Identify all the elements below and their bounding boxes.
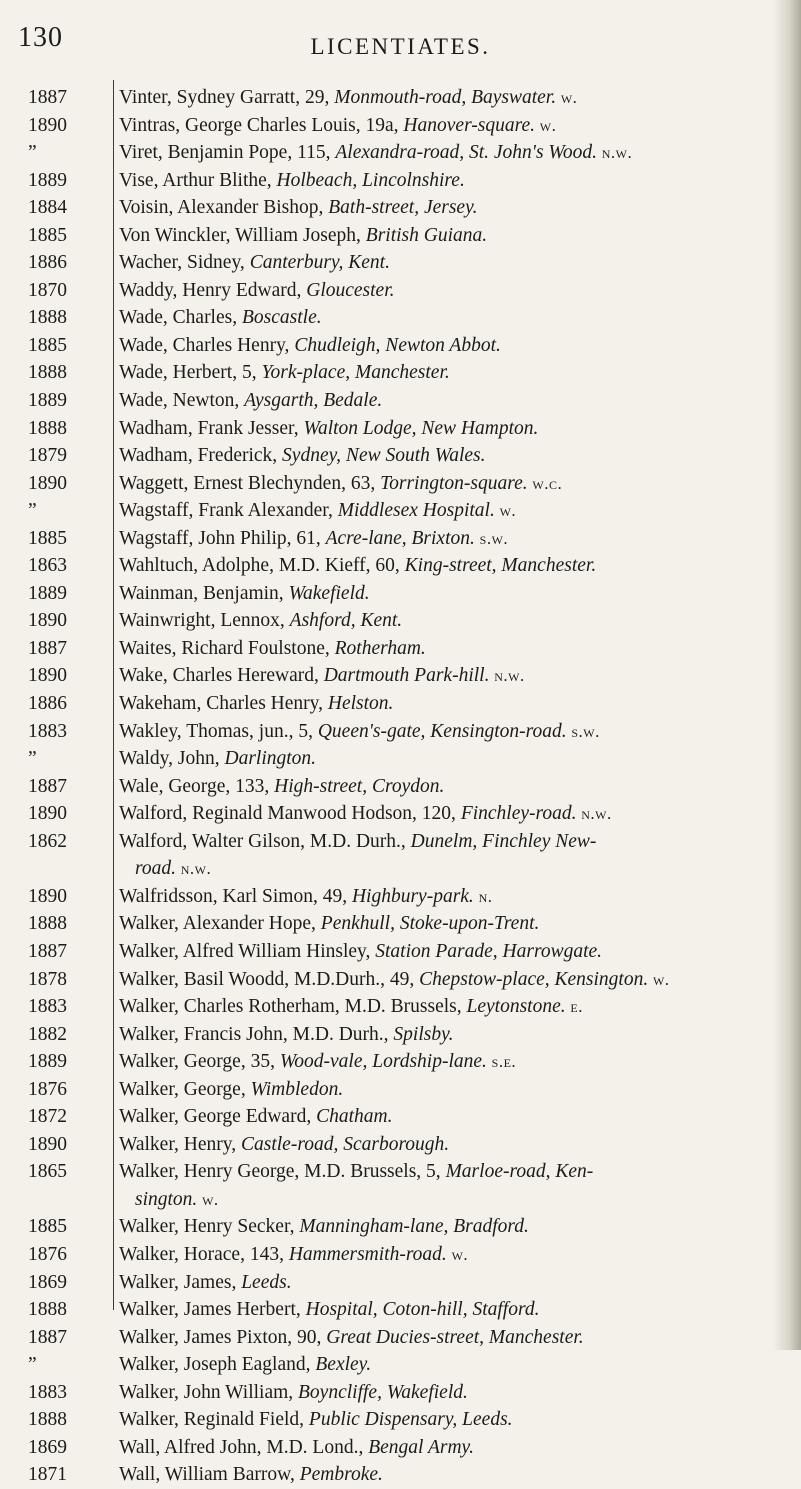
entry-year: 1872 <box>28 1106 67 1128</box>
entry-row <box>0 222 801 250</box>
entry-address: Castle-road, Scarborough. <box>241 1133 450 1155</box>
entry-row <box>0 993 801 1021</box>
entry-year: 1883 <box>28 1381 67 1403</box>
entry-name: Vintras, George Charles Louis, 19a, <box>119 114 404 136</box>
entry-name: Vise, Arthur Blithe, <box>119 169 277 191</box>
entry-text <box>119 1324 774 1352</box>
entry-name: Walker, James Pixton, 90, <box>119 1326 327 1348</box>
entry-text <box>119 1461 774 1489</box>
entry-year: 1886 <box>28 693 67 715</box>
entry-district: w. <box>197 1189 219 1209</box>
entry-text <box>119 773 774 801</box>
entry-district: s.w. <box>566 721 600 741</box>
entry-address: Wimbledon. <box>250 1078 344 1100</box>
entry-address: Manningham-lane, Bradford. <box>299 1216 529 1238</box>
entry-year: 1888 <box>28 362 67 384</box>
entry-address: Great Ducies-street, Manchester. <box>326 1326 584 1348</box>
entry-name: Walker, Henry Secker, <box>119 1216 300 1238</box>
entry-text <box>119 415 774 443</box>
entry-address: Torrington-square. <box>380 472 528 494</box>
entry-row <box>0 1021 801 1049</box>
entry-year: 1888 <box>28 417 67 439</box>
entry-address: High-street, Croydon. <box>274 775 445 797</box>
entry-row <box>0 1406 801 1434</box>
entry-row <box>0 773 801 801</box>
entry-text <box>119 552 774 580</box>
entry-row <box>0 966 801 994</box>
entry-year: 1886 <box>28 252 67 274</box>
page-header <box>0 0 801 60</box>
entry-text <box>119 470 774 498</box>
entry-name: Wagstaff, Frank Alexander, <box>119 500 338 522</box>
entry-row <box>0 359 801 387</box>
entry-name: Walker, Reginald Field, <box>119 1409 309 1431</box>
entry-name: Wadham, Frederick, <box>119 445 283 467</box>
entry-text <box>119 249 774 277</box>
entry-year: 1888 <box>28 913 67 935</box>
entry-year: 1885 <box>28 527 67 549</box>
entry-text <box>119 1296 774 1324</box>
entry-year: ” <box>28 142 37 164</box>
entry-row <box>0 800 801 828</box>
entry-name: Walker, Basil Woodd, M.D.Durh., 49, <box>119 968 420 990</box>
entry-name: Vinter, Sydney Garratt, 29, <box>119 87 335 108</box>
entry-text <box>119 167 774 195</box>
entry-address: Alexandra-road, St. John's Wood. <box>335 142 597 164</box>
entry-address: Canterbury, Kent. <box>249 252 390 274</box>
entry-name: Waites, Richard Foulstone, <box>119 637 335 659</box>
entry-address: Walton Lodge, New Hampton. <box>303 417 539 439</box>
entry-name: Walford, Walter Gilson, M.D. Durh., <box>119 830 411 852</box>
entry-address: Leytonstone. <box>466 996 566 1018</box>
entry-text <box>119 497 774 525</box>
entry-row <box>0 304 801 332</box>
entry-name: Walker, James, <box>119 1271 242 1293</box>
entry-district: n.w. <box>176 859 212 879</box>
entry-row <box>0 167 801 195</box>
entry-continuation <box>119 855 774 883</box>
entry-year: 1885 <box>28 224 67 246</box>
entry-year: ” <box>28 500 37 522</box>
entry-year: 1876 <box>28 1078 67 1100</box>
entry-name: Wagstaff, John Philip, 61, <box>119 527 326 549</box>
entry-name: Walfridsson, Karl Simon, 49, <box>119 885 352 907</box>
entry-year: ” <box>28 748 37 770</box>
entry-name: Viret, Benjamin Pope, 115, <box>119 142 336 164</box>
entry-row <box>0 1379 801 1407</box>
entry-year: 1887 <box>28 775 67 797</box>
entry-row <box>0 1324 801 1352</box>
entry-name: Voisin, Alexander Bishop, <box>119 197 329 219</box>
entry-address: Middlesex Hospital. <box>337 500 495 522</box>
entry-year: 1869 <box>28 1271 67 1293</box>
entry-year: 1889 <box>28 1051 67 1073</box>
entry-row <box>0 1158 801 1213</box>
entry-address: Ashford, Kent. <box>289 610 403 632</box>
entry-list <box>0 84 801 1489</box>
entry-text <box>119 1379 774 1407</box>
entry-text <box>119 1021 774 1049</box>
entry-name: Wade, Charles Henry, <box>119 334 295 356</box>
entry-row <box>0 1076 801 1104</box>
entry-text <box>119 387 774 415</box>
entry-row <box>0 718 801 746</box>
entry-district: s.w. <box>474 528 509 548</box>
entry-row <box>0 1434 801 1462</box>
entry-district: w. <box>648 969 670 989</box>
entry-text <box>119 910 774 938</box>
entry-year: 1878 <box>28 968 67 990</box>
entry-name: Walker, George Edward, <box>119 1106 317 1128</box>
entry-address: Bengal Army. <box>368 1436 474 1458</box>
entry-name: Walker, Alfred William Hinsley, <box>119 940 376 962</box>
entry-address: Holbeach, Lincolnshire. <box>276 169 465 191</box>
entry-text <box>119 332 774 360</box>
entry-row <box>0 1461 801 1489</box>
entry-name: Wakley, Thomas, jun., 5, <box>119 720 318 742</box>
entry-address: Chudleigh, Newton Abbot. <box>294 334 501 356</box>
entry-text <box>119 938 774 966</box>
entry-row <box>0 883 801 911</box>
entry-text <box>119 1213 774 1241</box>
entry-name: Wadham, Frank Jesser, <box>119 417 304 439</box>
entry-district: w.c. <box>527 473 563 493</box>
entry-row <box>0 415 801 443</box>
entry-text <box>119 607 774 635</box>
entry-name: Wade, Herbert, 5, <box>119 362 262 384</box>
entry-district: s.e. <box>486 1052 517 1072</box>
entry-row <box>0 497 801 525</box>
entry-address: Highbury-park. <box>351 885 474 907</box>
entry-row <box>0 1131 801 1159</box>
entry-row <box>0 249 801 277</box>
entry-name: Walford, Reginald Manwood Hodson, 120, <box>119 803 461 825</box>
entry-row <box>0 580 801 608</box>
entry-address: Gloucester. <box>306 279 395 301</box>
entry-row <box>0 1269 801 1297</box>
entry-district: w. <box>556 88 578 107</box>
entry-row <box>0 1351 801 1379</box>
entry-district: e. <box>565 997 583 1017</box>
entry-text <box>119 359 774 387</box>
entry-name: Walker, George, <box>119 1078 251 1100</box>
entry-name: Wade, Charles, <box>119 307 242 329</box>
entry-text <box>119 194 774 222</box>
entry-year: 1890 <box>28 472 67 494</box>
entry-address: Pembroke. <box>299 1464 383 1486</box>
entry-name: Waldy, John, <box>119 748 225 770</box>
entry-address: York-place, Manchester. <box>261 362 450 384</box>
entry-row <box>0 1103 801 1131</box>
entry-text <box>119 1158 774 1213</box>
entry-name: Walker, Francis John, M.D. Durh., <box>119 1023 394 1045</box>
entry-address-cont: road. <box>135 858 176 880</box>
entry-year: 1865 <box>28 1161 67 1183</box>
running-head: LICENTIATES. <box>310 34 491 59</box>
entry-year: 1876 <box>28 1243 67 1265</box>
entry-year: 1890 <box>28 610 67 632</box>
entry-district: n.w. <box>489 666 525 686</box>
page-number: 130 <box>18 22 63 53</box>
entry-row <box>0 1048 801 1076</box>
entry-address: Wood-vale, Lordship-lane. <box>279 1051 487 1073</box>
entry-row <box>0 662 801 690</box>
entry-address: Boyncliffe, Wakefield. <box>298 1381 468 1403</box>
entry-year: 1862 <box>28 830 67 852</box>
entry-row <box>0 938 801 966</box>
entry-address: Dartmouth Park-hill. <box>323 665 490 687</box>
entry-row <box>0 635 801 663</box>
entry-name: Von Winckler, William Joseph, <box>119 224 366 246</box>
entry-row <box>0 277 801 305</box>
entry-name: Wainman, Benjamin, <box>119 582 289 604</box>
entry-district: w. <box>494 501 517 521</box>
entry-year: 1869 <box>28 1436 67 1458</box>
entry-row <box>0 332 801 360</box>
entry-year: ” <box>28 1354 37 1376</box>
entry-address: British Guiana. <box>365 224 488 246</box>
entry-year: 1885 <box>28 334 67 356</box>
entry-address: Queen's-gate, Kensington-road. <box>317 720 567 742</box>
entry-name: Wade, Newton, <box>119 390 245 412</box>
entry-address: Helston. <box>327 693 394 715</box>
entry-address: Bath-street, Jersey. <box>328 197 478 219</box>
entry-address: Hospital, Coton-hill, Stafford. <box>305 1299 540 1321</box>
entry-text <box>119 1103 774 1131</box>
entry-text <box>119 1351 774 1379</box>
entry-address: King-street, Manchester. <box>404 555 597 577</box>
entry-year: 1884 <box>28 197 67 219</box>
entry-row <box>0 607 801 635</box>
entry-year: 1887 <box>28 87 67 108</box>
entry-name: Wake, Charles Hereward, <box>119 665 324 687</box>
entry-year: 1883 <box>28 996 67 1018</box>
entry-address-cont: sington. <box>135 1188 198 1210</box>
entry-year: 1870 <box>28 279 67 301</box>
entry-address: Sydney, New South Wales. <box>282 445 486 467</box>
entry-text <box>119 580 774 608</box>
entry-year: 1882 <box>28 1023 67 1045</box>
entry-name: Waggett, Ernest Blechynden, 63, <box>119 472 381 494</box>
entry-row <box>0 525 801 553</box>
entry-text <box>119 828 774 883</box>
entry-year: 1889 <box>28 582 67 604</box>
entry-text <box>119 993 774 1021</box>
entry-address: Acre-lane, Brixton. <box>325 527 475 549</box>
entry-year: 1885 <box>28 1216 67 1238</box>
entry-text <box>119 966 774 994</box>
entry-address: Penkhull, Stoke-upon-Trent. <box>320 913 540 935</box>
entry-name: Walker, John William, <box>119 1381 299 1403</box>
entry-address: Station Parade, Harrowgate. <box>375 940 603 962</box>
entry-address: Spilsby. <box>393 1023 454 1045</box>
entry-row <box>0 910 801 938</box>
entry-year: 1890 <box>28 1133 67 1155</box>
entry-district: n.w. <box>597 143 633 163</box>
entry-name: Walker, Charles Rotherham, M.D. Brussels, <box>119 996 467 1018</box>
entry-text <box>119 745 774 773</box>
entry-name: Walker, Henry, <box>119 1133 241 1155</box>
entry-name: Wacher, Sidney, <box>119 252 250 274</box>
entry-year: 1888 <box>28 1409 67 1431</box>
entry-row <box>0 828 801 883</box>
entry-address: Public Dispensary, Leeds. <box>308 1409 513 1431</box>
entry-text <box>119 222 774 250</box>
entry-district: w. <box>535 115 557 135</box>
entry-name: Waddy, Henry Edward, <box>119 279 307 301</box>
entry-address: Rotherham. <box>334 637 426 659</box>
entry-row <box>0 470 801 498</box>
entry-row <box>0 194 801 222</box>
entry-row <box>0 112 801 140</box>
entry-address: Finchley-road. <box>460 803 577 825</box>
entry-year: 1879 <box>28 445 67 467</box>
entry-row <box>0 690 801 718</box>
entry-address: Marloe-road, Ken- <box>445 1161 594 1183</box>
entry-text <box>119 1076 774 1104</box>
entry-text <box>119 84 774 112</box>
entry-name: Walker, Alexander Hope, <box>119 913 321 935</box>
entry-row <box>0 1296 801 1324</box>
entry-text <box>119 304 774 332</box>
page-edge-shadow <box>773 0 801 1350</box>
entry-text <box>119 1048 774 1076</box>
entry-row <box>0 1241 801 1269</box>
entry-name: Wahltuch, Adolphe, M.D. Kieff, 60, <box>119 555 405 577</box>
entry-row <box>0 139 801 167</box>
entry-district: n. <box>473 886 493 906</box>
entry-name: Walker, George, 35, <box>119 1051 280 1073</box>
entry-year: 1890 <box>28 665 67 687</box>
entry-address: Hanover-square. <box>403 114 535 136</box>
entry-text <box>119 662 774 690</box>
entry-name: Walker, Horace, 143, <box>119 1243 289 1265</box>
entry-address: Leeds. <box>241 1271 292 1293</box>
entry-year: 1888 <box>28 307 67 329</box>
entry-name: Walker, James Herbert, <box>119 1299 306 1321</box>
entry-row <box>0 442 801 470</box>
entry-name: Wall, William Barrow, <box>119 1464 300 1486</box>
entry-text <box>119 525 774 553</box>
entry-district: w. <box>446 1244 469 1264</box>
entry-address: Hammersmith-road. <box>288 1243 447 1265</box>
entry-year: 1887 <box>28 637 67 659</box>
entry-text <box>119 800 774 828</box>
entry-year: 1887 <box>28 1326 67 1348</box>
entry-row <box>0 1213 801 1241</box>
entry-text <box>119 690 774 718</box>
entry-row <box>0 387 801 415</box>
entry-text <box>119 1241 774 1269</box>
entry-name: Wakeham, Charles Henry, <box>119 693 328 715</box>
entry-year: 1888 <box>28 1299 67 1321</box>
entry-year: 1889 <box>28 169 67 191</box>
entry-year: 1889 <box>28 390 67 412</box>
entry-text <box>119 1434 774 1462</box>
entry-address: Aysgarth, Bedale. <box>244 390 383 412</box>
entry-address: Chepstow-place, Kensington. <box>419 968 649 990</box>
entry-text <box>119 112 774 140</box>
entry-address: Dunelm, Finchley New- <box>410 830 597 852</box>
entry-row <box>0 84 801 112</box>
entry-text <box>119 139 774 167</box>
entry-address: Darlington. <box>224 748 317 770</box>
entry-text <box>119 277 774 305</box>
entry-continuation <box>119 1186 774 1214</box>
entry-name: Wall, Alfred John, M.D. Lond., <box>119 1436 369 1458</box>
entry-year: 1890 <box>28 803 67 825</box>
entry-name: Wainwright, Lennox, <box>119 610 290 632</box>
entry-address: Boscastle. <box>241 307 322 329</box>
entry-year: 1871 <box>28 1464 67 1486</box>
entry-text <box>119 1269 774 1297</box>
entry-address: Wakefield. <box>288 582 370 604</box>
entry-address: Bexley. <box>315 1354 372 1376</box>
entry-year: 1887 <box>28 940 67 962</box>
entry-text <box>119 635 774 663</box>
entry-year: 1890 <box>28 885 67 907</box>
entry-name: Walker, Henry George, M.D. Brussels, 5, <box>119 1161 446 1183</box>
entry-year: 1890 <box>28 114 67 136</box>
entry-text <box>119 1406 774 1434</box>
entry-text <box>119 1131 774 1159</box>
entry-name: Wale, George, 133, <box>119 775 275 797</box>
entry-row <box>0 552 801 580</box>
entry-year: 1863 <box>28 555 67 577</box>
entry-address: Monmouth-road, Bayswater. <box>334 87 557 108</box>
entry-district: n.w. <box>576 804 612 824</box>
entry-row <box>0 745 801 773</box>
entry-text <box>119 718 774 746</box>
entry-text <box>119 883 774 911</box>
entry-text <box>119 442 774 470</box>
entry-name: Walker, Joseph Eagland, <box>119 1354 316 1376</box>
entry-address: Chatham. <box>316 1106 393 1128</box>
entry-year: 1883 <box>28 720 67 742</box>
